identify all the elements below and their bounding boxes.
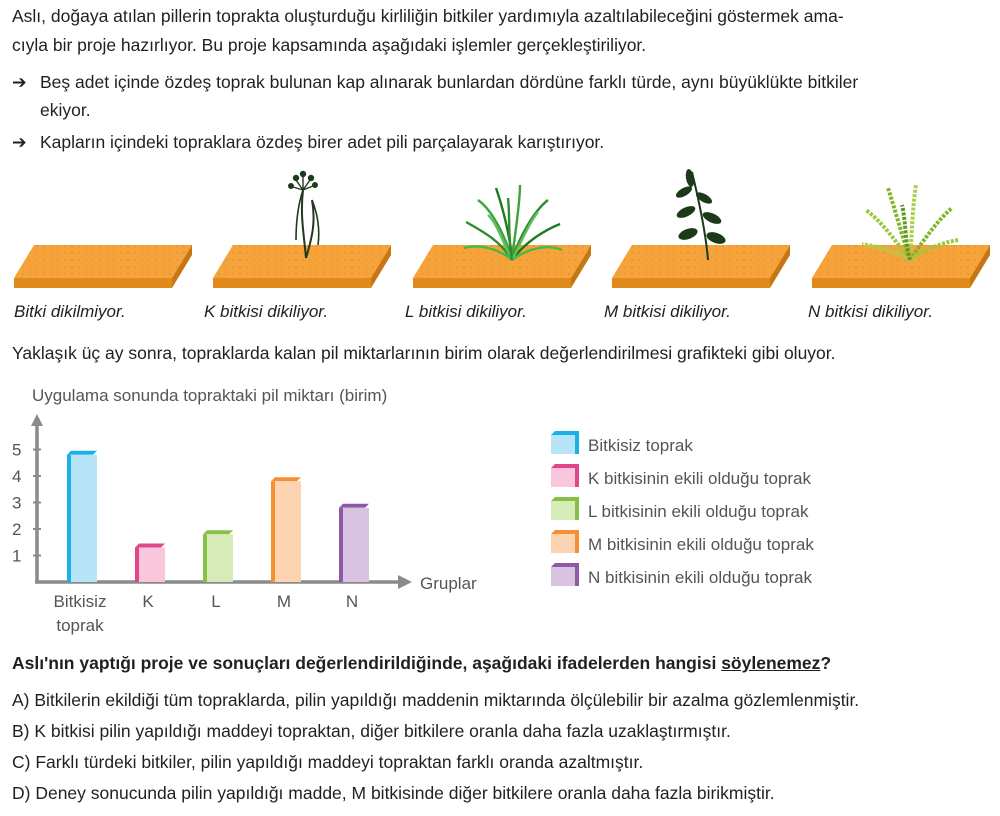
legend-swatch-top — [551, 464, 579, 468]
chart-x-label: Gruplar — [420, 574, 477, 593]
option-c[interactable]: C) Farklı türdeki bitkiler, pilin yapıldığı maddeyi topraktan farklı oranda azaltmıştır. — [12, 752, 644, 772]
soil-trays-illustration — [0, 160, 1000, 300]
bar-top — [135, 544, 165, 548]
legend-swatch-top — [551, 563, 579, 567]
x-axis-arrow-icon — [398, 575, 412, 589]
legend-swatch-side — [575, 563, 579, 586]
intro-line-1: Aslı, doğaya atılan pillerin toprakta oluşturduğu kirliliğin bitkiler yardımıyla azaltılabileceğini göstermek ama- — [12, 6, 844, 26]
legend-swatch-top — [551, 431, 579, 435]
soil-tray-n — [812, 245, 990, 288]
bar-front — [71, 455, 97, 582]
legend-swatch — [551, 468, 575, 487]
legend-swatch-side — [575, 431, 579, 454]
y-axis-arrow-icon — [31, 414, 43, 426]
bar-front — [139, 548, 165, 582]
bar-side — [203, 534, 207, 582]
caption-l: L bitkisi dikiliyor. — [405, 302, 527, 321]
arrow-right-icon: ➔ — [12, 72, 27, 92]
x-tick-label: N — [345, 592, 359, 611]
legend-swatch — [551, 534, 575, 553]
bar-side — [339, 508, 343, 582]
legend-swatch — [551, 501, 575, 520]
legend-item-1 — [551, 431, 693, 455]
legend-item-4 — [551, 530, 814, 554]
question-text: Aslı'nın yaptığı proje ve sonuçları değerlendirildiğinde, aşağıdaki ifadelerden hangisi — [12, 653, 722, 673]
bar-4 — [271, 477, 301, 582]
bar-top — [271, 477, 301, 481]
y-tick-label: 4 — [12, 467, 22, 486]
bar-1 — [67, 451, 97, 582]
step-1-line-1: Beş adet içinde özdeş toprak bulunan kap alınarak bunlardan dördüne farklı türde, aynı büyüklükte bitkiler — [40, 72, 859, 92]
bar-side — [271, 481, 275, 582]
caption-m: M bitkisi dikiliyor. — [604, 302, 731, 321]
caption-k: K bitkisi dikiliyor. — [204, 302, 329, 321]
after-text: Yaklaşık üç ay sonra, topraklarda kalan pil miktarlarının birim olarak değerlendirilmesi grafikteki gibi oluyor. — [12, 343, 836, 363]
bar-2 — [135, 544, 165, 582]
soil-tray-l — [413, 245, 591, 288]
bar-front — [275, 481, 301, 582]
bar-top — [339, 504, 369, 508]
bar-5 — [339, 504, 369, 582]
legend-item-3 — [551, 497, 809, 521]
option-d[interactable]: D) Deney sonucunda pilin yapıldığı madde, M bitkisinde diğer bitkilere oranla daha fazla birikmiştir. — [12, 783, 775, 803]
legend-swatch-side — [575, 497, 579, 520]
legend-label: L bitkisinin ekili olduğu toprak — [588, 502, 809, 521]
soil-tray-k — [213, 245, 391, 288]
soil-tray-no-plant — [14, 245, 192, 288]
legend-swatch — [551, 567, 575, 586]
caption-n: N bitkisi dikiliyor. — [808, 302, 934, 321]
y-tick-label: 3 — [12, 493, 22, 513]
bar-3 — [203, 530, 233, 582]
legend-swatch-top — [551, 530, 579, 534]
y-axis — [31, 414, 43, 583]
legend-label: M bitkisinin ekili olduğu toprak — [588, 535, 814, 554]
intro-line-2: cıyla bir proje hazırlıyor. Bu proje kapsamında aşağıdaki işlemler gerçekleştiriliyor. — [12, 35, 647, 55]
legend-label: K bitkisinin ekili olduğu toprak — [588, 469, 812, 488]
question — [12, 653, 831, 674]
legend-item-2 — [551, 464, 812, 488]
x-tick-label: L — [211, 592, 221, 611]
legend-item-5 — [551, 563, 812, 587]
chart-y-label: Uygulama sonunda topraktaki pil miktarı (birim) — [32, 386, 388, 405]
step-1-line-2: ekiyor. — [40, 100, 91, 120]
bar-side — [135, 548, 139, 582]
question-end: ? — [820, 653, 832, 673]
bar-top — [203, 530, 233, 534]
x-tick-label: Bitkisiz — [53, 592, 107, 611]
question-underlined: söylenemez — [721, 653, 821, 673]
legend-swatch-side — [575, 530, 579, 553]
option-a[interactable]: A) Bitkilerin ekildiği tüm topraklarda, pilin yapıldığı maddenin miktarında ölçülebilir bir azalma gözlemlenmiştir. — [12, 690, 860, 710]
bar-chart — [0, 378, 1000, 638]
option-b[interactable]: B) K bitkisi pilin yapıldığı maddeyi topraktan, diğer bitkilere oranla daha fazla uzaklaştırmıştır. — [12, 721, 731, 741]
legend-swatch-side — [575, 464, 579, 487]
x-tick-label: toprak — [56, 616, 104, 635]
legend-swatch — [551, 435, 575, 454]
y-tick-label: 1 — [12, 546, 22, 566]
y-tick-label: 5 — [12, 440, 22, 460]
bar-front — [207, 534, 233, 582]
caption-no-plant: Bitki dikilmiyor. — [14, 302, 126, 321]
soil-tray-m — [612, 245, 790, 288]
arrow-right-icon: ➔ — [12, 132, 27, 152]
bar-top — [67, 451, 97, 455]
x-tick-label: K — [142, 592, 154, 611]
bar-front — [343, 508, 369, 582]
legend-label: N bitkisinin ekili olduğu toprak — [588, 568, 812, 587]
legend-label: Bitkisiz toprak — [588, 436, 693, 455]
bar-side — [67, 455, 71, 582]
x-tick-label: M — [276, 592, 292, 611]
y-tick-label: 2 — [12, 520, 22, 539]
step-2-line-1: Kapların içindeki topraklara özdeş birer adet pili parçalayarak karıştırıyor. — [40, 132, 605, 152]
legend-swatch-top — [551, 497, 579, 501]
